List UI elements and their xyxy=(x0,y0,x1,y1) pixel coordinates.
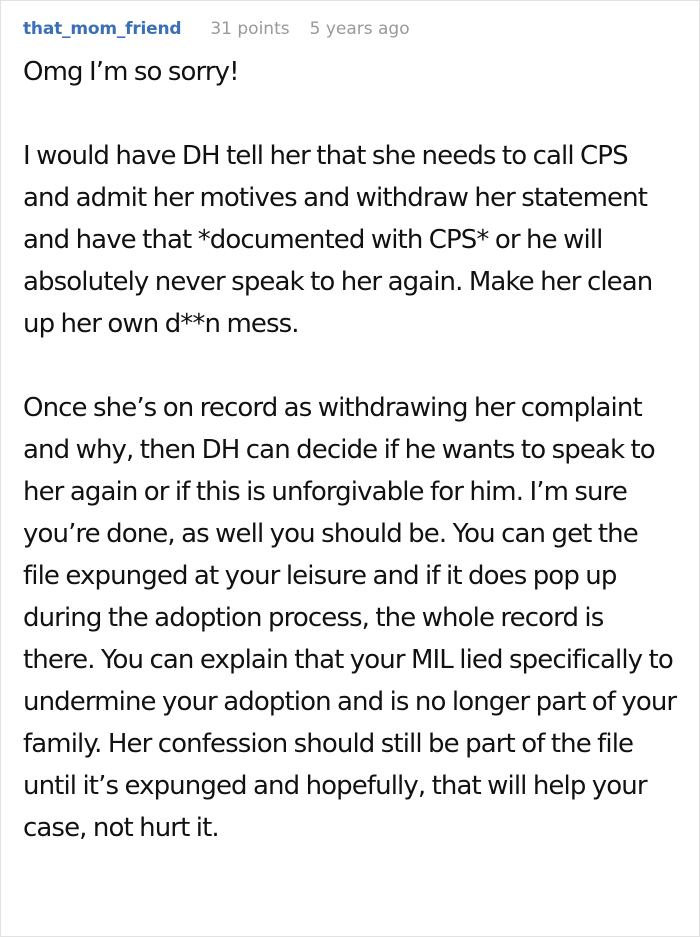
comment-paragraph: Omg I’m so sorry! xyxy=(23,57,239,87)
comment-paragraph: Once she’s on record as withdrawing her complaint and why, then DH can decide if he wants to speak to her again or if this is unforgivable for him. I’m sure you’re done, as well you should be. You can get the file expunged at your leisure and if it does pop up during the adoption process, the whole record is there. You can explain that your MIL lied specifically to undermine your adoption and is no longer part of your family. Her confession should still be part of the file until it’s expunged and hopefully, that will help your case, not hurt it. xyxy=(23,393,677,843)
comment-timestamp: 5 years ago xyxy=(309,19,410,39)
comment-points: 31 points xyxy=(210,19,290,39)
comment-body xyxy=(23,51,677,849)
comment-author-link[interactable]: that_mom_friend xyxy=(23,19,182,39)
comment-paragraph: I would have DH tell her that she needs to call CPS and admit her motives and withdraw her statement and have that *documented with CPS* or he will absolutely never speak to her again. Make her clean up her own d**n mess. xyxy=(23,141,653,339)
comment-header xyxy=(23,19,677,45)
